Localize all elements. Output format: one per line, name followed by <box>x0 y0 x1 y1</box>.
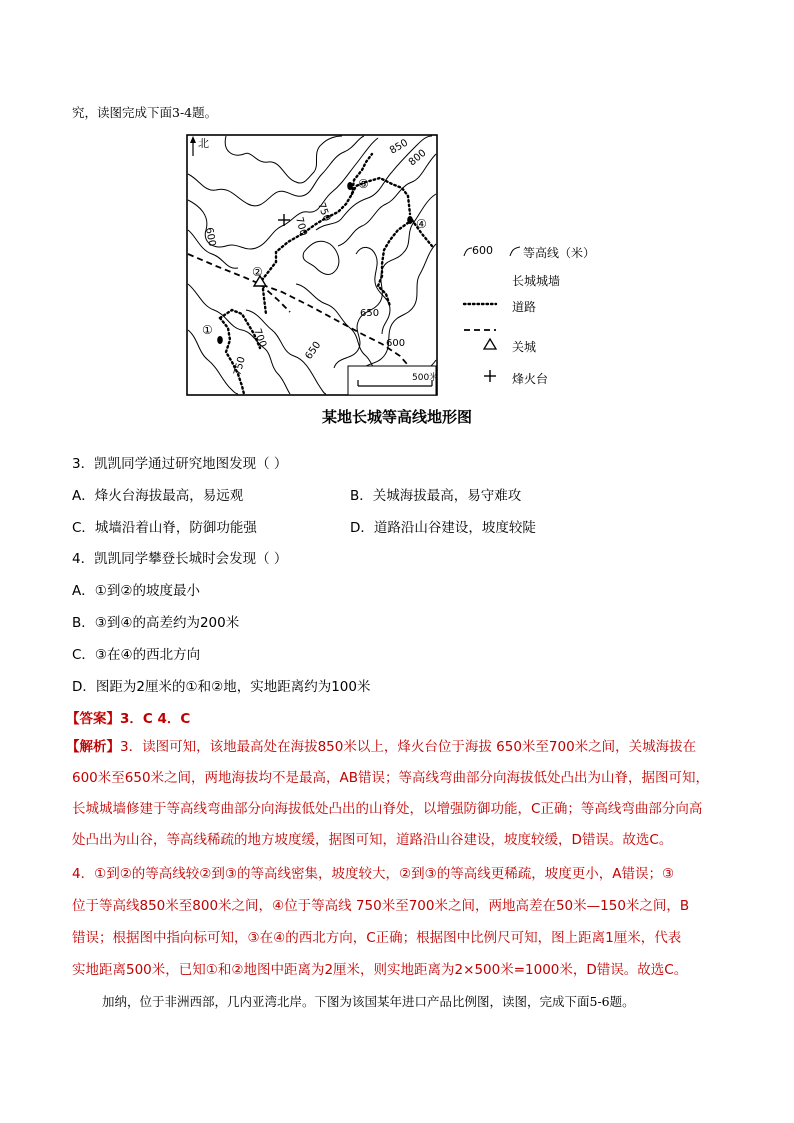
pass-legend-icon <box>484 339 496 349</box>
q3-stem: 3．凯凯同学通过研究地图发现（ ） <box>72 456 288 472</box>
q4-option-d: D．图距为2厘米的①和②地，实地距离约为100米 <box>72 679 371 695</box>
contour-label: 600 <box>203 226 218 248</box>
q3-option-c: C．城墙沿着山脊，防御功能强 <box>72 520 257 536</box>
contour-map-svg <box>186 134 438 396</box>
legend-contour-sample: 600 <box>472 244 493 257</box>
contour-label: 650 <box>303 339 324 362</box>
legend-road: 道路 <box>512 300 537 314</box>
analysis-label: 【解析】 <box>66 739 120 755</box>
contour-legend-icon <box>464 248 472 256</box>
contour-label: 700 <box>293 215 309 238</box>
legend-contour: 等高线（米） <box>523 246 596 260</box>
point-1-label: ① <box>202 323 213 337</box>
analysis-line-8: 实地距离500米，已知①和②地图中距离为2厘米，则实地距离为2×500米=1000米，D错误。故选C。 <box>72 962 688 978</box>
legend-beacon: 烽火台 <box>512 372 549 386</box>
legend-pass: 关城 <box>512 340 537 354</box>
contour-label: 750 <box>232 355 248 377</box>
q3-option-a: A．烽火台海拔最高，易远观 <box>72 488 244 504</box>
analysis-line-1 <box>66 737 696 757</box>
intro-text-top: 究，读图完成下面3-4题。 <box>72 105 218 120</box>
analysis-line-2: 600米至650米之间，两地海拔均不是最高，AB错误；等高线弯曲部分向海拔低处凸出为山脊，据图可知， <box>72 770 710 786</box>
answer-text: 3．C 4．C <box>120 711 191 727</box>
contour-label: 600 <box>386 338 406 349</box>
intro-text-next: 加纳，位于非洲西部，几内亚湾北岸。下图为该国某年进口产品比例图，读图，完成下面5-6题。 <box>102 994 635 1009</box>
analysis-line-5: 4．①到②的等高线较②到③的等高线密集，坡度较大，②到③的等高线更稀疏，坡度更小，A错误；③ <box>72 866 675 882</box>
answer-label: 【答案】 <box>66 711 120 727</box>
q4-option-b: B．③到④的高差约为200米 <box>72 615 240 631</box>
contour-map <box>186 134 438 396</box>
analysis-line-4: 处凸出为山谷，等高线稀疏的地方坡度缓，据图可知，道路沿山谷建设，坡度较缓，D错误。故选C。 <box>72 832 673 848</box>
q4-option-a: A．①到②的坡度最小 <box>72 583 200 599</box>
contour-label: 850 <box>388 137 411 157</box>
contour-label: 800 <box>406 147 429 169</box>
q3-option-d: D．道路沿山谷建设，坡度较陡 <box>350 520 536 536</box>
map-caption: 某地长城等高线地形图 <box>321 408 472 426</box>
answer-line <box>66 707 190 727</box>
north-label: 北 <box>198 137 209 150</box>
point-4-label: ④ <box>416 217 427 231</box>
contour-label: 700 <box>251 327 269 349</box>
q4-option-c: C．③在④的西北方向 <box>72 647 201 663</box>
analysis-line-7: 错误；根据图中指向标可知，③在④的西北方向，C正确；根据图中比例尺可知，图上距离1厘米，代表 <box>72 930 682 946</box>
contour-label: 750 <box>315 201 333 223</box>
q3-option-b: B．关城海拔最高，易守难攻 <box>350 488 522 504</box>
point-3-label: ③ <box>358 177 369 191</box>
contour-legend-icon-2 <box>508 244 522 258</box>
point-2-label: ② <box>252 265 263 279</box>
analysis-line-3: 长城城墙修建于等高线弯曲部分向海拔低处凸出的山脊处，以增强防御功能，C正确；等高线弯曲部分向高 <box>72 801 703 817</box>
q4-stem: 4．凯凯同学攀登长城时会发现（ ） <box>72 551 288 567</box>
scale-label: 500米 <box>412 373 438 383</box>
analysis-line-6: 位于等高线850米至800米之间，④位于等高线 750米至700米之间，两地高差在50米—150米之间，B <box>72 898 690 914</box>
legend-symbols <box>462 246 502 386</box>
contour-label: 650 <box>360 308 380 319</box>
legend-wall: 长城城墙 <box>512 274 561 288</box>
analysis-text-1: 3．读图可知，该地最高处在海拔850米以上，烽火台位于海拔 650米至700米之间，关城海拔在 <box>120 739 697 755</box>
